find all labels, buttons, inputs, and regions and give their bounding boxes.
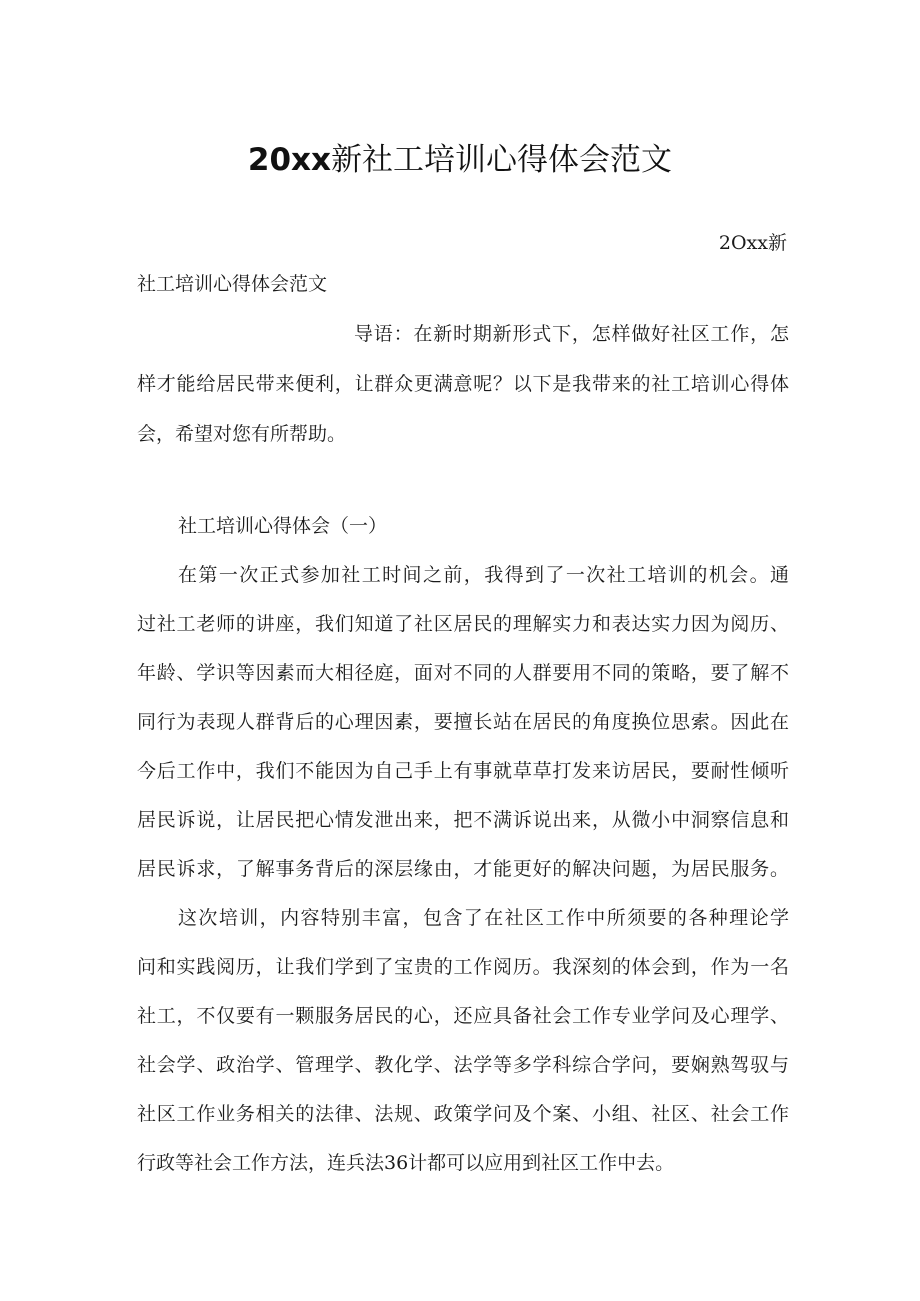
paragraph-line: 今后工作中，我们不能因为自己手上有事就草草打发来访居民，要耐性倾听: [137, 760, 789, 782]
paragraph-line: 这次培训，内容特别丰富，包含了在社区工作中所须要的各种理论学: [178, 907, 789, 929]
document-title: [0, 134, 920, 186]
paragraph-line: 行政等社会工作方法，连兵法36计都可以应用到社区工作中去。: [137, 1152, 675, 1174]
paragraph-line: 年龄、学识等因素而大相径庭，面对不同的人群要用不同的策略，要了解不: [137, 662, 789, 684]
paragraph-line: 过社工老师的讲座，我们知道了社区居民的理解实力和表达实力因为阅历、: [137, 613, 789, 635]
paragraph-line: 在第一次正式参加社工时间之前，我得到了一次社工培训的机会。通: [178, 564, 789, 586]
section-heading: 社工培训心得体会（一）: [178, 515, 388, 537]
paragraph-line: 居民诉说，让居民把心情发泄出来，把不满诉说出来，从微小中洞察信息和: [137, 809, 789, 831]
intro-line: 会，希望对您有所帮助。: [137, 423, 347, 445]
paragraph-line: 社工，不仅要有一颗服务居民的心，还应具备社会工作专业学问及心理学、: [137, 1005, 789, 1027]
intro-line: 样才能给居民带来便利，让群众更满意呢？以下是我带来的社工培训心得体: [137, 373, 789, 395]
title-text: 新社工培训心得体会范文: [331, 142, 673, 178]
intro-line: 导语：在新时期新形式下，怎样做好社区工作，怎: [354, 323, 789, 345]
document-subtitle: 社工培训心得体会范文: [137, 273, 328, 295]
paragraph-line: 社会学、政治学、管理学、教化学、法学等多学科综合学问，要娴熟驾驭与: [137, 1054, 789, 1076]
title-year: 20xx: [247, 142, 332, 178]
paragraph-line: 社区工作业务相关的法律、法规、政策学问及个案、小组、社区、社会工作: [137, 1103, 789, 1125]
header-right-text: 2Oxx新: [718, 232, 787, 254]
paragraph-line: 居民诉求，了解事务背后的深层缘由，才能更好的解决问题，为居民服务。: [137, 858, 789, 880]
paragraph-line: 同行为表现人群背后的心理因素，要擅长站在居民的角度换位思索。因此在: [137, 711, 789, 733]
paragraph-line: 问和实践阅历，让我们学到了宝贵的工作阅历。我深刻的体会到，作为一名: [137, 956, 789, 978]
